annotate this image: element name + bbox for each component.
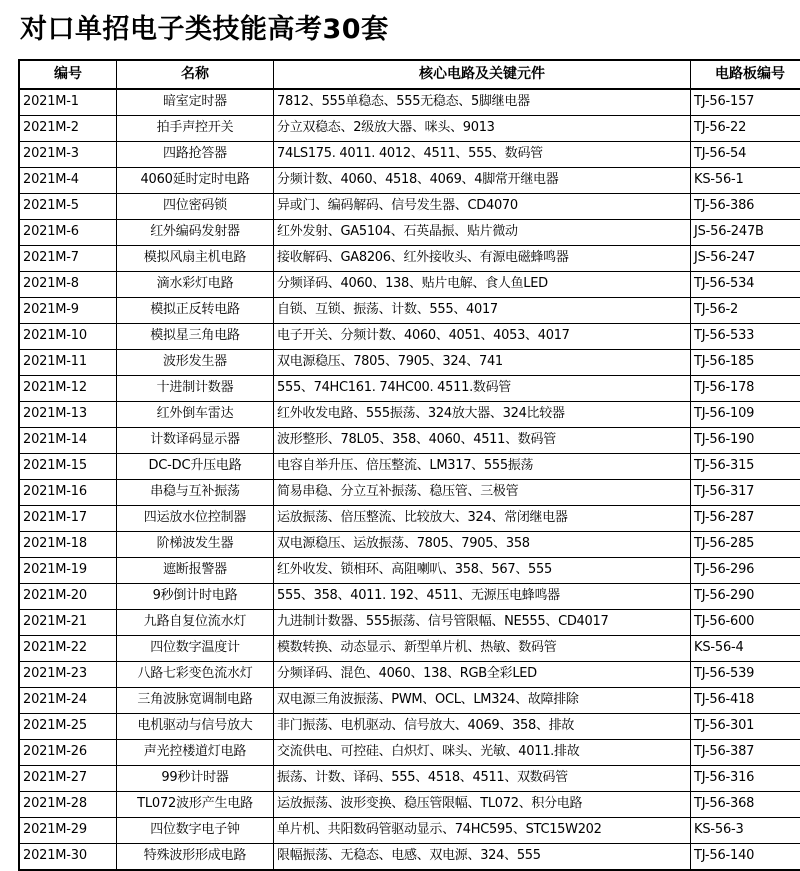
cell-core-circuit: 分立双稳态、2级放大器、咪头、9013 <box>274 116 691 142</box>
table-row <box>19 532 800 558</box>
cell-board-id: TJ-56-539 <box>691 662 800 688</box>
cell-core-circuit: 电容自举升压、倍压整流、LM317、555振荡 <box>274 454 691 480</box>
cell-core-circuit: 模数转换、动态显示、新型单片机、热敏、数码管 <box>274 636 691 662</box>
table-row <box>19 558 800 584</box>
cell-id: 2021M-7 <box>19 246 117 272</box>
cell-name: 四路抢答器 <box>117 142 274 168</box>
cell-core-circuit: 九进制计数器、555振荡、信号管限幅、NE555、CD4017 <box>274 610 691 636</box>
cell-board-id: KS-56-3 <box>691 818 800 844</box>
cell-board-id: TJ-56-290 <box>691 584 800 610</box>
cell-core-circuit: 分频计数、4060、4518、4069、4脚常开继电器 <box>274 168 691 194</box>
cell-id: 2021M-10 <box>19 324 117 350</box>
cell-name: 拍手声控开关 <box>117 116 274 142</box>
cell-core-circuit: 分频译码、4060、138、贴片电解、食人鱼LED <box>274 272 691 298</box>
cell-core-circuit: 电子开关、分频计数、4060、4051、4053、4017 <box>274 324 691 350</box>
cell-board-id: KS-56-4 <box>691 636 800 662</box>
cell-name: 九路自复位流水灯 <box>117 610 274 636</box>
cell-id: 2021M-12 <box>19 376 117 402</box>
table-row <box>19 194 800 220</box>
cell-name: 暗室定时器 <box>117 89 274 116</box>
cell-id: 2021M-16 <box>19 480 117 506</box>
cell-name: 滴水彩灯电路 <box>117 272 274 298</box>
table-header-row <box>19 60 800 89</box>
cell-id: 2021M-5 <box>19 194 117 220</box>
table-row <box>19 376 800 402</box>
table-row <box>19 844 800 871</box>
cell-name: 红外倒车雷达 <box>117 402 274 428</box>
cell-board-id: TJ-56-301 <box>691 714 800 740</box>
cell-id: 2021M-23 <box>19 662 117 688</box>
cell-core-circuit: 非门振荡、电机驱动、信号放大、4069、358、排故 <box>274 714 691 740</box>
cell-name: 四位密码锁 <box>117 194 274 220</box>
column-header-board-id: 电路板编号 <box>691 60 800 89</box>
cell-name: 四位数字电子钟 <box>117 818 274 844</box>
cell-board-id: TJ-56-387 <box>691 740 800 766</box>
table-row <box>19 350 800 376</box>
table-row <box>19 766 800 792</box>
cell-board-id: TJ-56-185 <box>691 350 800 376</box>
cell-id: 2021M-20 <box>19 584 117 610</box>
cell-name: 4060延时定时电路 <box>117 168 274 194</box>
cell-board-id: TJ-56-109 <box>691 402 800 428</box>
table-row <box>19 584 800 610</box>
cell-id: 2021M-21 <box>19 610 117 636</box>
cell-id: 2021M-26 <box>19 740 117 766</box>
cell-core-circuit: 限幅振荡、无稳态、电感、双电源、324、555 <box>274 844 691 871</box>
cell-core-circuit: 简易串稳、分立互补振荡、稳压管、三极管 <box>274 480 691 506</box>
cell-name: 声光控楼道灯电路 <box>117 740 274 766</box>
cell-core-circuit: 555、358、4011. 192、4511、无源压电蜂鸣器 <box>274 584 691 610</box>
table-row <box>19 506 800 532</box>
cell-core-circuit: 运放振荡、倍压整流、比较放大、324、常闭继电器 <box>274 506 691 532</box>
table-row <box>19 272 800 298</box>
table-row <box>19 792 800 818</box>
cell-board-id: TJ-56-54 <box>691 142 800 168</box>
cell-id: 2021M-22 <box>19 636 117 662</box>
column-header-core-circuit: 核心电路及关键元件 <box>274 60 691 89</box>
cell-name: DC-DC升压电路 <box>117 454 274 480</box>
cell-core-circuit: 红外收发、锁相环、高阻喇叭、358、567、555 <box>274 558 691 584</box>
cell-core-circuit: 7812、555单稳态、555无稳态、5脚继电器 <box>274 89 691 116</box>
cell-board-id: TJ-56-418 <box>691 688 800 714</box>
cell-core-circuit: 红外发射、GA5104、石英晶振、贴片微动 <box>274 220 691 246</box>
cell-id: 2021M-27 <box>19 766 117 792</box>
cell-name: 模拟正反转电路 <box>117 298 274 324</box>
cell-board-id: TJ-56-533 <box>691 324 800 350</box>
page-title: 对口单招电子类技能高考30套 <box>20 14 782 45</box>
cell-id: 2021M-15 <box>19 454 117 480</box>
cell-name: 9秒倒计时电路 <box>117 584 274 610</box>
table-header <box>19 60 800 89</box>
cell-core-circuit: 分频译码、混色、4060、138、RGB全彩LED <box>274 662 691 688</box>
cell-name: 电机驱动与信号放大 <box>117 714 274 740</box>
cell-name: TL072波形产生电路 <box>117 792 274 818</box>
cell-board-id: JS-56-247 <box>691 246 800 272</box>
cell-board-id: TJ-56-296 <box>691 558 800 584</box>
cell-board-id: TJ-56-317 <box>691 480 800 506</box>
cell-core-circuit: 555、74HC161. 74HC00. 4511.数码管 <box>274 376 691 402</box>
table-row <box>19 740 800 766</box>
cell-name: 红外编码发射器 <box>117 220 274 246</box>
cell-board-id: TJ-56-22 <box>691 116 800 142</box>
cell-id: 2021M-6 <box>19 220 117 246</box>
cell-board-id: TJ-56-316 <box>691 766 800 792</box>
cell-name: 十进制计数器 <box>117 376 274 402</box>
cell-board-id: TJ-56-2 <box>691 298 800 324</box>
cell-id: 2021M-30 <box>19 844 117 871</box>
table-row <box>19 480 800 506</box>
table-row <box>19 324 800 350</box>
cell-id: 2021M-28 <box>19 792 117 818</box>
cell-name: 特殊波形形成电路 <box>117 844 274 871</box>
table-row <box>19 220 800 246</box>
cell-board-id: KS-56-1 <box>691 168 800 194</box>
cell-name: 四运放水位控制器 <box>117 506 274 532</box>
cell-core-circuit: 74LS175. 4011. 4012、4511、555、数码管 <box>274 142 691 168</box>
table-row <box>19 610 800 636</box>
table-row <box>19 688 800 714</box>
cell-board-id: TJ-56-386 <box>691 194 800 220</box>
cell-core-circuit: 红外收发电路、555振荡、324放大器、324比较器 <box>274 402 691 428</box>
table-row <box>19 402 800 428</box>
cell-id: 2021M-2 <box>19 116 117 142</box>
cell-id: 2021M-3 <box>19 142 117 168</box>
cell-id: 2021M-29 <box>19 818 117 844</box>
cell-core-circuit: 双电源稳压、运放振荡、7805、7905、358 <box>274 532 691 558</box>
cell-id: 2021M-19 <box>19 558 117 584</box>
cell-id: 2021M-25 <box>19 714 117 740</box>
cell-core-circuit: 自锁、互锁、振荡、计数、555、4017 <box>274 298 691 324</box>
cell-core-circuit: 振荡、计数、译码、555、4518、4511、双数码管 <box>274 766 691 792</box>
cell-name: 模拟星三角电路 <box>117 324 274 350</box>
cell-id: 2021M-13 <box>19 402 117 428</box>
cell-name: 串稳与互补振荡 <box>117 480 274 506</box>
table-row <box>19 116 800 142</box>
table-row <box>19 298 800 324</box>
cell-name: 模拟风扇主机电路 <box>117 246 274 272</box>
table-row <box>19 89 800 116</box>
cell-core-circuit: 单片机、共阳数码管驱动显示、74HC595、STC15W202 <box>274 818 691 844</box>
cell-id: 2021M-1 <box>19 89 117 116</box>
table-row <box>19 662 800 688</box>
cell-board-id: TJ-56-285 <box>691 532 800 558</box>
cell-id: 2021M-9 <box>19 298 117 324</box>
table-row <box>19 428 800 454</box>
cell-name: 阶梯波发生器 <box>117 532 274 558</box>
cell-id: 2021M-11 <box>19 350 117 376</box>
cell-board-id: TJ-56-287 <box>691 506 800 532</box>
cell-id: 2021M-8 <box>19 272 117 298</box>
cell-name: 八路七彩变色流水灯 <box>117 662 274 688</box>
cell-board-id: TJ-56-315 <box>691 454 800 480</box>
cell-board-id: TJ-56-178 <box>691 376 800 402</box>
cell-id: 2021M-18 <box>19 532 117 558</box>
cell-name: 99秒计时器 <box>117 766 274 792</box>
cell-core-circuit: 交流供电、可控硅、白炽灯、咪头、光敏、4011.排故 <box>274 740 691 766</box>
cell-name: 计数译码显示器 <box>117 428 274 454</box>
table-row <box>19 168 800 194</box>
cell-core-circuit: 运放振荡、波形变换、稳压管限幅、TL072、积分电路 <box>274 792 691 818</box>
cell-board-id: TJ-56-534 <box>691 272 800 298</box>
cell-core-circuit: 接收解码、GA8206、红外接收头、有源电磁蜂鸣器 <box>274 246 691 272</box>
cell-id: 2021M-24 <box>19 688 117 714</box>
cell-core-circuit: 双电源三角波振荡、PWM、OCL、LM324、故障排除 <box>274 688 691 714</box>
cell-board-id: TJ-56-600 <box>691 610 800 636</box>
cell-board-id: JS-56-247B <box>691 220 800 246</box>
cell-name: 波形发生器 <box>117 350 274 376</box>
cell-board-id: TJ-56-190 <box>691 428 800 454</box>
table-body <box>19 89 800 870</box>
cell-board-id: TJ-56-368 <box>691 792 800 818</box>
cell-core-circuit: 波形整形、78L05、358、4060、4511、数码管 <box>274 428 691 454</box>
cell-core-circuit: 双电源稳压、7805、7905、324、741 <box>274 350 691 376</box>
column-header-name: 名称 <box>117 60 274 89</box>
cell-core-circuit: 异或门、编码解码、信号发生器、CD4070 <box>274 194 691 220</box>
exam-projects-table <box>18 59 800 871</box>
table-row <box>19 636 800 662</box>
cell-name: 三角波脉宽调制电路 <box>117 688 274 714</box>
column-header-id: 编号 <box>19 60 117 89</box>
table-row <box>19 454 800 480</box>
cell-board-id: TJ-56-157 <box>691 89 800 116</box>
cell-id: 2021M-14 <box>19 428 117 454</box>
cell-id: 2021M-17 <box>19 506 117 532</box>
table-row <box>19 246 800 272</box>
cell-name: 四位数字温度计 <box>117 636 274 662</box>
cell-id: 2021M-4 <box>19 168 117 194</box>
cell-name: 遮断报警器 <box>117 558 274 584</box>
cell-board-id: TJ-56-140 <box>691 844 800 871</box>
table-row <box>19 142 800 168</box>
table-row <box>19 714 800 740</box>
